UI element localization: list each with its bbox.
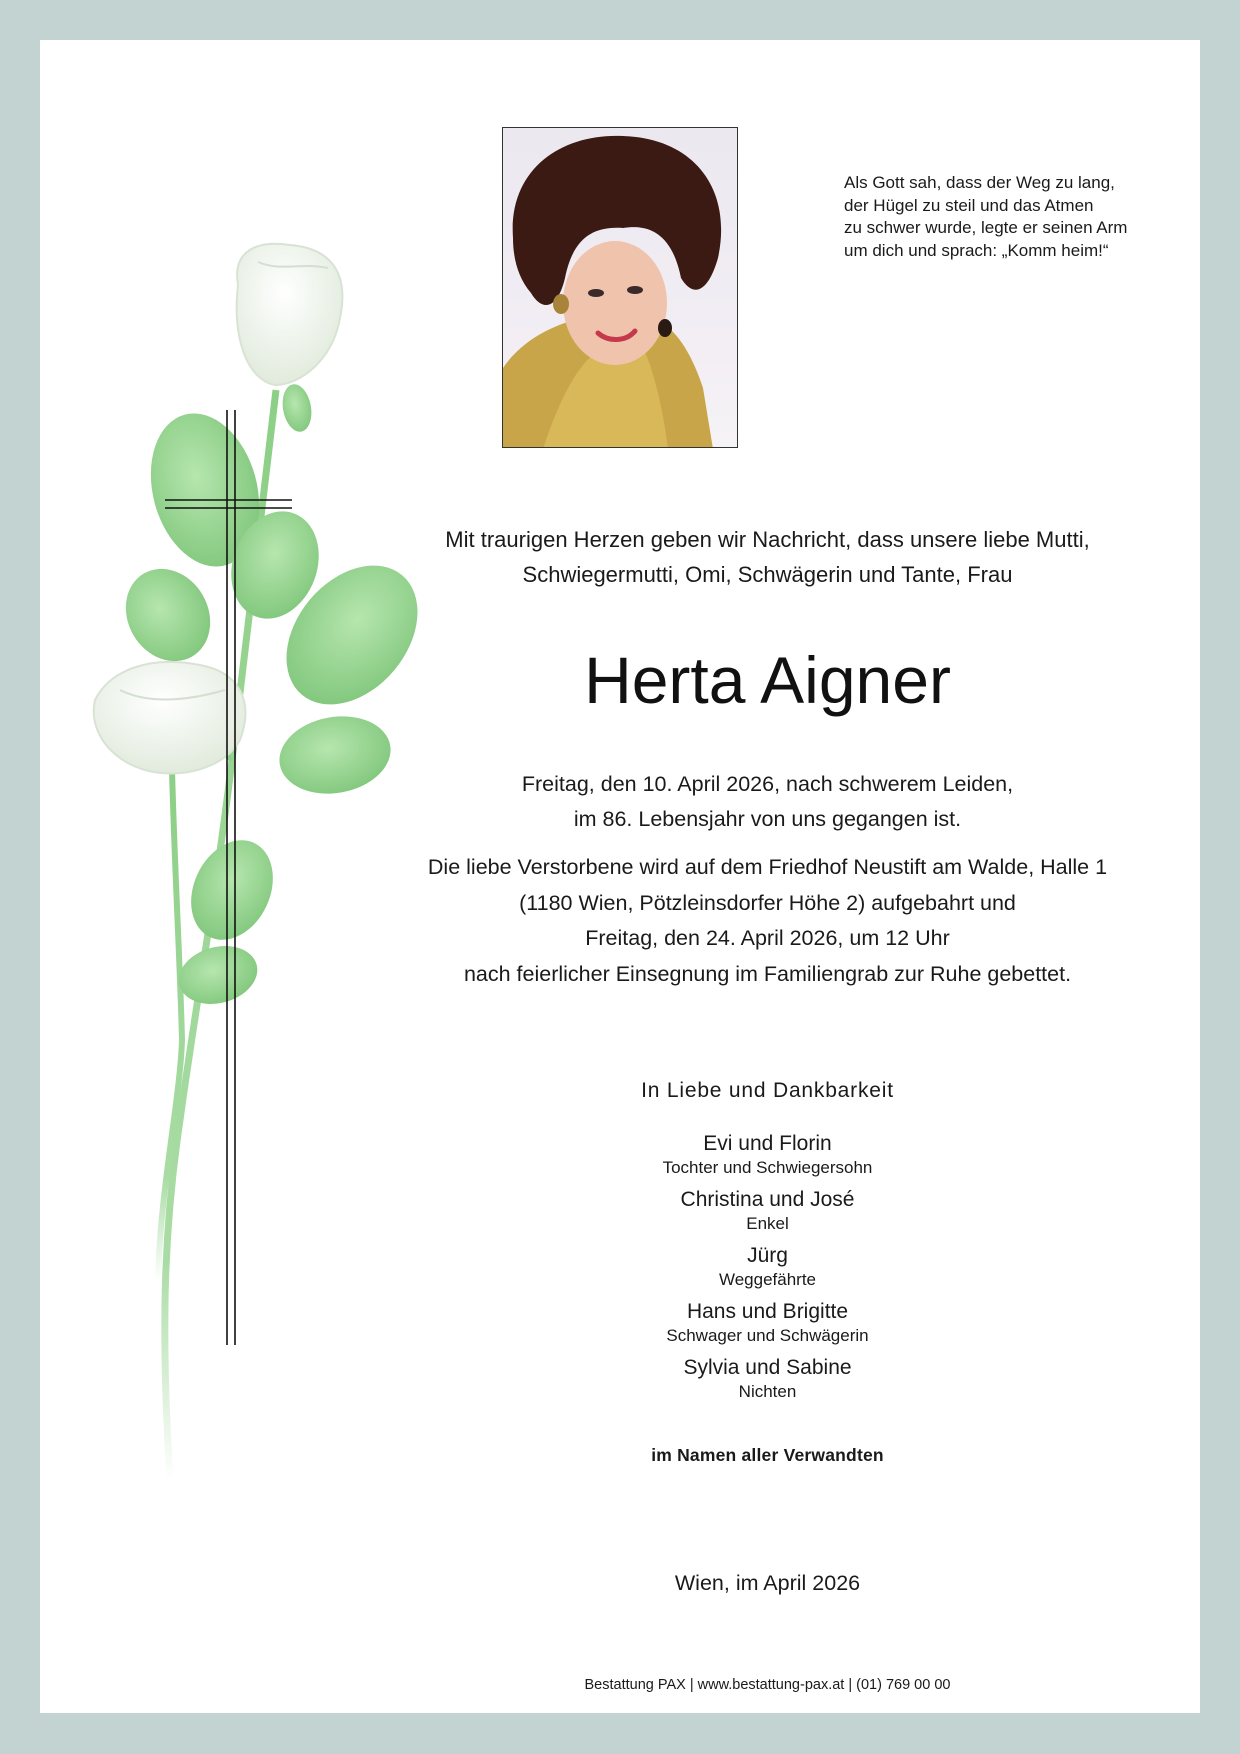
funeral-line: Die liebe Verstorbene wird auf dem Friedhof Neustift am Walde, Halle 1 [427, 855, 1108, 879]
mourner-relation: Schwager und Schwägerin [666, 1326, 869, 1345]
intro-line: Mit traurigen Herzen geben wir Nachricht, dass unsere liebe Mutti, [445, 527, 1090, 552]
place-date: Wien, im April 2026 [674, 1571, 861, 1595]
funeral-line: (1180 Wien, Pötzleinsdorfer Höhe 2) aufgebahrt und [519, 890, 1016, 915]
quote-line: um dich und sprach: „Komm heim!“ [844, 240, 1109, 260]
mourner-relation: Weggefährte [718, 1270, 817, 1289]
mourner-name: Christina und José [680, 1188, 855, 1211]
death-line: Freitag, den 10. April 2026, nach schwerem Leiden, [521, 772, 1014, 796]
mourner-relation: Nichten [738, 1382, 797, 1401]
mourner-name: Hans und Brigitte [686, 1300, 849, 1323]
funeral-details [400, 850, 1135, 992]
deceased-name: Herta Aigner [584, 643, 951, 717]
mourner-name: Sylvia und Sabine [683, 1356, 852, 1379]
funeral-home-footer: Bestattung PAX | www.bestattung-pax.at | (01) 769 00 00 [584, 1677, 951, 1693]
list-item [400, 1242, 1135, 1290]
thanks-heading: In Liebe und Dankbarkeit [641, 1079, 894, 1102]
quote-line: Als Gott sah, dass der Weg zu lang, [844, 173, 1115, 192]
mourners-list [400, 1130, 1135, 1410]
deceased-photo [502, 127, 738, 448]
mourner-relation: Enkel [746, 1214, 789, 1233]
funeral-line: Freitag, den 24. April 2026, um 12 Uhr [585, 926, 950, 950]
mourner-name: Evi und Florin [703, 1132, 832, 1155]
all-relatives-note: im Namen aller Verwandten [651, 1445, 884, 1465]
death-line: im 86. Lebensjahr von uns gegangen ist. [573, 807, 962, 831]
death-notice [400, 767, 1135, 837]
list-item [400, 1186, 1135, 1234]
mourner-relation: Tochter und Schwiegersohn [662, 1158, 873, 1177]
list-item [400, 1354, 1135, 1402]
mourner-name: Jürg [747, 1244, 788, 1267]
quote-line: zu schwer wurde, legte er seinen Arm [844, 218, 1128, 237]
announcement-intro [400, 522, 1135, 592]
intro-line: Schwiegermutti, Omi, Schwägerin und Tante, Frau [522, 562, 1013, 587]
list-item [400, 1130, 1135, 1178]
memorial-quote [844, 172, 1184, 262]
quote-line: der Hügel zu steil und das Atmen [844, 195, 1094, 215]
list-item [400, 1298, 1135, 1346]
funeral-line: nach feierlicher Einsegnung im Familiengrab zur Ruhe gebettet. [463, 961, 1072, 986]
